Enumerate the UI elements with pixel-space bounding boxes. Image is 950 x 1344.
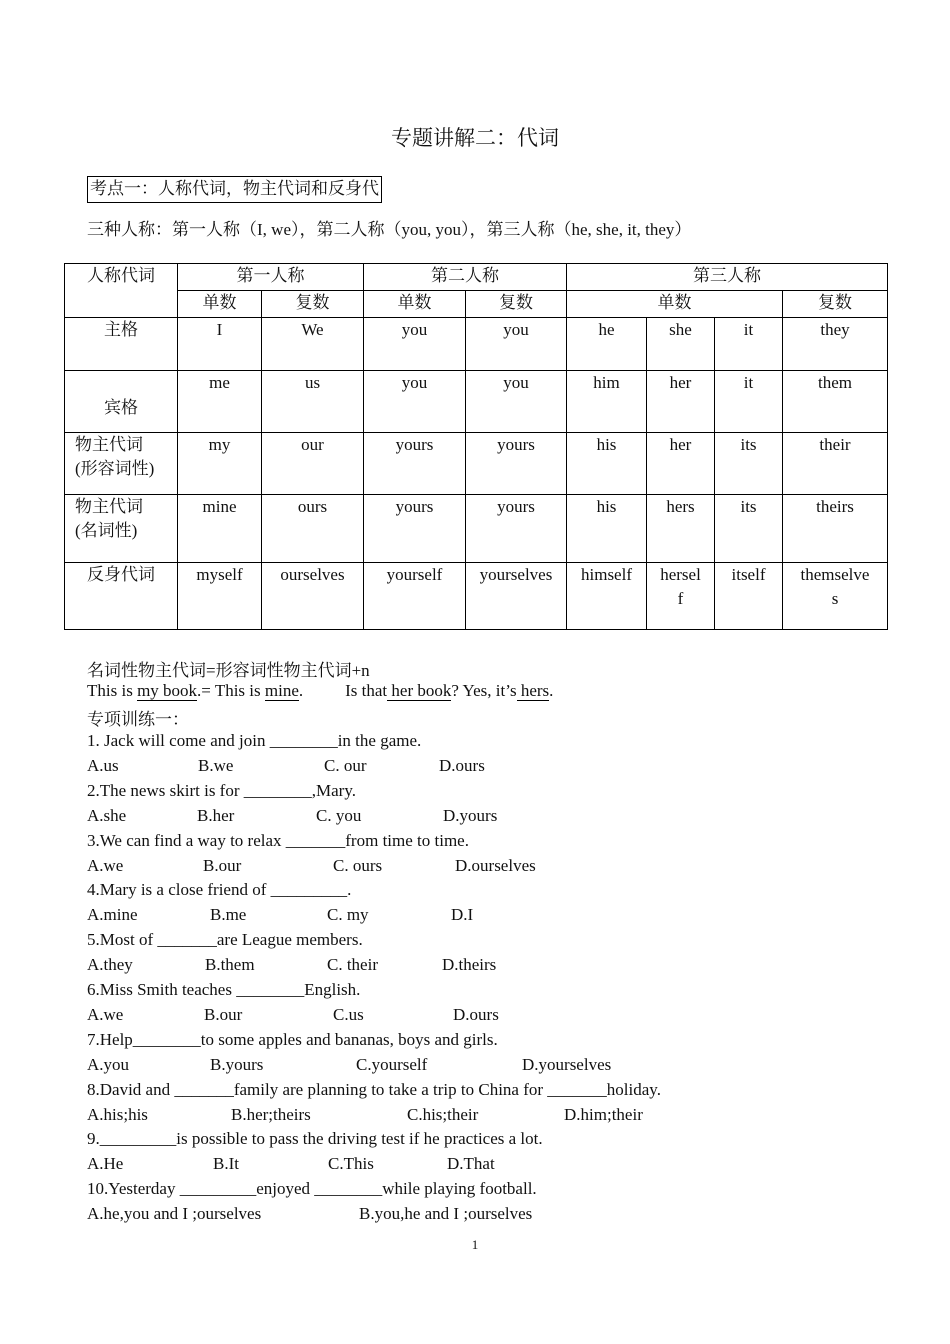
option-b: B.you,he and I ;ourselves — [359, 1204, 533, 1223]
example-line — [87, 681, 553, 701]
table-cell: his — [567, 433, 647, 495]
table-cell: it — [715, 371, 783, 433]
table-cell: yourself — [364, 563, 466, 630]
table-cell: my — [178, 433, 262, 495]
row-label: 反身代词 — [65, 563, 178, 630]
question-1: 1. Jack will come and join ________in the game. — [87, 731, 422, 750]
option-b: B.her — [197, 806, 235, 825]
option-b: B.her;theirs — [231, 1105, 311, 1124]
option-a: A.they — [87, 955, 133, 974]
option-c: C. ours — [333, 856, 383, 875]
table-cell: ourselves — [262, 563, 364, 630]
table-cell: yours — [466, 433, 567, 495]
row-label-line2: (名词性) — [75, 521, 138, 540]
cell-line1: themselve — [800, 565, 870, 584]
question-8: 8.David and _______family are planning to take a trip to China for _______holiday. — [87, 1080, 661, 1099]
example-underlined: mine — [264, 681, 299, 700]
table-cell: I — [178, 318, 262, 371]
table-cell — [647, 563, 715, 630]
option-d: D.That — [447, 1154, 495, 1173]
page-number: 1 — [471, 1237, 479, 1252]
table-cell: myself — [178, 563, 262, 630]
question-7: 7.Help________to some apples and bananas, boys and girls. — [87, 1030, 498, 1049]
option-c: C.yourself — [356, 1055, 428, 1074]
option-d: D.ours — [439, 756, 485, 775]
option-a: A.you — [87, 1055, 130, 1074]
header-singular: 单数 — [178, 291, 262, 318]
table-cell: its — [715, 495, 783, 563]
example-text: .= This is — [197, 681, 265, 700]
header-third-person: 第三人称 — [567, 264, 888, 291]
table-cell: itself — [715, 563, 783, 630]
table-cell: her — [647, 433, 715, 495]
table-cell: me — [178, 371, 262, 433]
option-b: B.yours — [210, 1055, 264, 1074]
option-b: B.our — [204, 1005, 243, 1024]
example-text: Is that — [345, 681, 388, 700]
option-b: B.me — [210, 905, 247, 924]
option-b: B.them — [205, 955, 255, 974]
table-row — [65, 433, 888, 495]
option-d: D.I — [451, 905, 474, 924]
option-d: D.yours — [443, 806, 498, 825]
table-cell: her — [647, 371, 715, 433]
table-row — [65, 563, 888, 630]
table-cell: he — [567, 318, 647, 371]
example-text: . — [549, 681, 554, 700]
row-label: 宾格 — [65, 371, 178, 433]
table-cell: she — [647, 318, 715, 371]
table-row — [65, 318, 888, 371]
question-9: 9._________is possible to pass the driving test if he practices a lot. — [87, 1129, 543, 1148]
question-10: 10.Yesterday _________enjoyed ________while playing football. — [87, 1179, 537, 1198]
table-cell: you — [466, 318, 567, 371]
example-underlined: hers — [516, 681, 550, 700]
option-d: D.ours — [453, 1005, 499, 1024]
table-cell: yours — [466, 495, 567, 563]
table-cell: them — [783, 371, 888, 433]
option-a: A.He — [87, 1154, 124, 1173]
header-singular: 单数 — [364, 291, 466, 318]
table-cell: you — [466, 371, 567, 433]
option-a: A.she — [87, 806, 127, 825]
row-label — [65, 433, 178, 495]
option-c: C.us — [333, 1005, 364, 1024]
cell-line2: s — [831, 589, 839, 608]
persons-line: 三种人称：第一人称（I, we），第二人称（you, you），第三人称（he, she, it, they） — [87, 220, 692, 239]
row-label-line2: (形容词性) — [75, 459, 155, 478]
section-heading-box: 考点一：人称代词，物主代词和反身代 — [87, 176, 382, 203]
table-cell: mine — [178, 495, 262, 563]
option-d: D.theirs — [442, 955, 497, 974]
option-d: D.ourselves — [455, 856, 536, 875]
question-2: 2.The news skirt is for ________,Mary. — [87, 781, 356, 800]
option-a: A.we — [87, 1005, 124, 1024]
header-plural: 复数 — [262, 291, 364, 318]
table-row — [65, 495, 888, 563]
table-cell: yours — [364, 433, 466, 495]
option-a: A.he,you and I ;ourselves — [87, 1204, 262, 1223]
rule-line: 名词性物主代词=形容词性物主代词+n — [87, 661, 370, 680]
header-singular: 单数 — [567, 291, 783, 318]
table-cell: hers — [647, 495, 715, 563]
option-c: C. my — [327, 905, 369, 924]
row-label: 主格 — [65, 318, 178, 371]
table-cell: it — [715, 318, 783, 371]
question-6: 6.Miss Smith teaches ________English. — [87, 980, 361, 999]
pronoun-table — [64, 263, 888, 630]
table-cell: him — [567, 371, 647, 433]
option-c: C. you — [316, 806, 362, 825]
table-cell: you — [364, 371, 466, 433]
option-a: A.us — [87, 756, 119, 775]
table-row — [65, 371, 888, 433]
example-text: . — [298, 681, 304, 700]
table-cell: his — [567, 495, 647, 563]
table-cell — [783, 563, 888, 630]
table-cell: us — [262, 371, 364, 433]
cell-line1: hersel — [660, 565, 701, 584]
option-c: C. their — [327, 955, 378, 974]
row-label-line1: 物主代词 — [75, 497, 143, 516]
example-text: This is — [87, 681, 138, 700]
header-plural: 复数 — [466, 291, 567, 318]
table-cell: its — [715, 433, 783, 495]
option-c: C.This — [328, 1154, 374, 1173]
question-4: 4.Mary is a close friend of _________. — [87, 880, 352, 899]
header-second-person: 第二人称 — [364, 264, 567, 291]
option-b: B.we — [198, 756, 234, 775]
option-d: D.him;their — [564, 1105, 643, 1124]
option-b: B.It — [213, 1154, 239, 1173]
example-text: ? Yes, it’s — [451, 681, 517, 700]
example-underlined: her book — [387, 681, 452, 700]
table-cell: ours — [262, 495, 364, 563]
table-cell: yourselves — [466, 563, 567, 630]
header-plural: 复数 — [783, 291, 888, 318]
option-d: D.yourselves — [522, 1055, 612, 1074]
row-label — [65, 495, 178, 563]
table-corner: 人称代词 — [65, 264, 178, 318]
page-title: 专题讲解二：代词 — [391, 126, 559, 150]
question-3: 3.We can find a way to relax _______from time to time. — [87, 831, 469, 850]
table-cell: theirs — [783, 495, 888, 563]
table-cell: yours — [364, 495, 466, 563]
example-underlined: my book — [137, 681, 198, 700]
option-a: A.mine — [87, 905, 138, 924]
table-cell: We — [262, 318, 364, 371]
table-cell: our — [262, 433, 364, 495]
question-5: 5.Most of _______are League members. — [87, 930, 363, 949]
header-first-person: 第一人称 — [178, 264, 364, 291]
option-c: C.his;their — [407, 1105, 479, 1124]
option-b: B.our — [203, 856, 242, 875]
exercise-title: 专项训练一： — [87, 710, 189, 729]
option-c: C. our — [324, 756, 367, 775]
table-cell: you — [364, 318, 466, 371]
row-label-line1: 物主代词 — [75, 435, 143, 454]
option-a: A.his;his — [87, 1105, 148, 1124]
table-cell: himself — [567, 563, 647, 630]
table-cell: they — [783, 318, 888, 371]
option-a: A.we — [87, 856, 124, 875]
table-cell: their — [783, 433, 888, 495]
cell-line2: f — [677, 589, 684, 608]
